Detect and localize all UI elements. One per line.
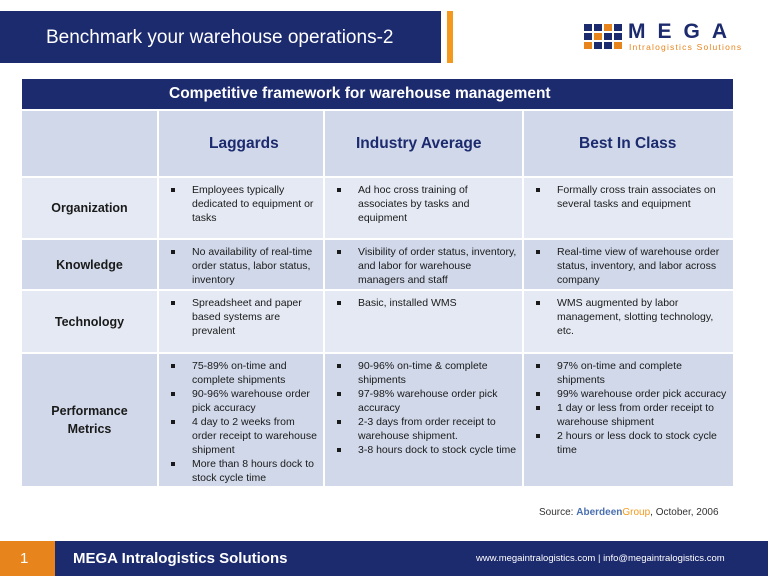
page-title: Benchmark your warehouse operations-2 [46,27,394,48]
list-item: 90-96% warehouse order pick accuracy [163,387,319,415]
table-row [22,176,733,238]
table-title-bar [22,79,733,109]
list-item: 75-89% on-time and complete shipments [163,359,319,387]
framework-table [22,79,733,486]
column-header-industry-average: Industry Average [323,111,522,176]
table-title: Competitive framework for warehouse management [169,85,551,102]
list-item: More than 8 hours dock to stock cycle time [163,457,319,485]
list-item: 97-98% warehouse order pick accuracy [329,387,518,415]
mega-logo [584,22,754,52]
list-item: Ad hoc cross training of associates by tasks and equipment [329,183,518,225]
list-item: Visibility of order status, inventory, and labor for warehouse managers and staff [329,245,518,287]
logo-grid-icon [584,22,622,52]
header-empty-cell [22,111,157,176]
title-accent-bar [447,11,453,63]
page-number: 1 [20,550,29,567]
row-label-knowledge: Knowledge [22,240,157,289]
column-header-row [22,109,733,176]
table-row [22,352,733,486]
row-label-performance-metrics: Performance Metrics [22,354,157,486]
footer-contact: www.megaintralogistics.com | info@megaintralogistics.com [476,553,725,564]
list-item: Employees typically dedicated to equipment or tasks [163,183,319,225]
list-item: 2-3 days from order receipt to warehouse shipment. [329,415,518,443]
logo-subtitle: Intralogistics Solutions [629,42,743,52]
page-number-box [0,541,55,576]
list-item: No availability of real-time order status, labor status, inventory [163,245,319,287]
list-item: 90-96% on-time & complete shipments [329,359,518,387]
list-item: 2 hours or less dock to stock cycle time [528,429,729,457]
source-citation: Source: AberdeenGroup, October, 2006 [539,507,719,518]
list-item: 3-8 hours dock to stock cycle time [329,443,518,457]
table-row [22,289,733,352]
list-item: 1 day or less from order receipt to warehouse shipment [528,401,729,429]
logo-wordmark: MEGA [628,20,739,43]
column-header-best-in-class: Best In Class [522,111,733,176]
list-item: 99% warehouse order pick accuracy [528,387,729,401]
list-item: 97% on-time and complete shipments [528,359,729,387]
table-row [22,238,733,289]
list-item: Real-time view of warehouse order status, inventory, and labor across company [528,245,729,287]
footer-bar [0,541,768,576]
footer-company: MEGA Intralogistics Solutions [73,550,288,567]
column-header-laggards: Laggards [157,111,323,176]
list-item: Formally cross train associates on several tasks and equipment [528,183,729,211]
list-item: Basic, installed WMS [329,296,518,310]
list-item: WMS augmented by labor management, slotting technology, etc. [528,296,729,338]
row-label-technology: Technology [22,291,157,352]
list-item: 4 day to 2 weeks from order receipt to warehouse shipment [163,415,319,457]
list-item: Spreadsheet and paper based systems are prevalent [163,296,319,338]
row-label-organization: Organization [22,178,157,238]
